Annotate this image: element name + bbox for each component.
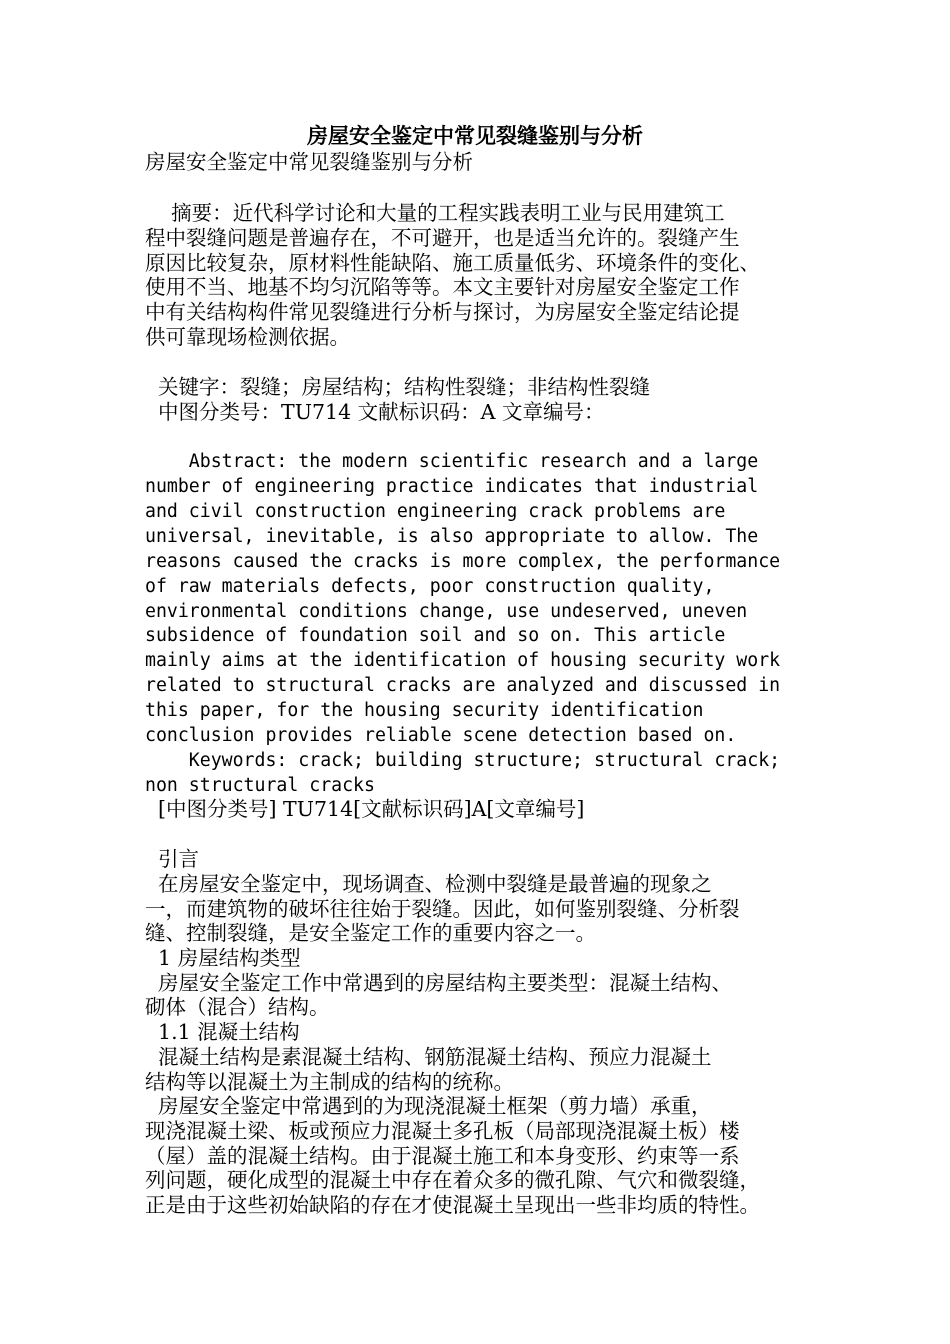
body-line: 列问题，硬化成型的混凝土中存在着众多的微孔隙、气穴和微裂缝， bbox=[145, 1168, 760, 1192]
keywords-cn: 关键字：裂缝；房屋结构；结构性裂缝；非结构性裂缝 bbox=[145, 375, 651, 399]
keywords-en-line: Keywords: crack; building structure; structural crack; bbox=[145, 750, 781, 771]
abstract-cn-line: 摘要：近代科学讨论和大量的工程实践表明工业与民用建筑工 bbox=[145, 201, 725, 225]
abstract-cn-line: 中有关结构构件常见裂缝进行分析与探讨，为房屋安全鉴定结论提 bbox=[145, 300, 740, 324]
document-title: 房屋安全鉴定中常见裂缝鉴别与分析 bbox=[307, 123, 643, 148]
document-subtitle: 房屋安全鉴定中常见裂缝鉴别与分析 bbox=[145, 150, 473, 174]
classification-cn: 中图分类号：TU714 文献标识码：A 文章编号： bbox=[145, 400, 605, 424]
abstract-en-line: environmental conditions change, use undeserved, uneven bbox=[145, 601, 748, 622]
abstract-cn-line: 供可靠现场检测依据。 bbox=[145, 325, 350, 349]
body-line: 现浇混凝土梁、板或预应力混凝土多孔板（局部现浇混凝土板）楼 bbox=[145, 1119, 740, 1143]
abstract-en-line: mainly aims at the identification of housing security work bbox=[145, 650, 781, 671]
body-line: 正是由于这些初始缺陷的存在才使混凝土呈现出一些非均质的特性。 bbox=[145, 1193, 760, 1217]
abstract-cn-line: 原因比较复杂，原材料性能缺陷、施工质量低劣、环境条件的变化、 bbox=[145, 251, 760, 275]
abstract-en-line: conclusion provides reliable scene detection based on. bbox=[145, 725, 737, 746]
abstract-en-line: related to structural cracks are analyzed and discussed in bbox=[145, 675, 781, 696]
body-line: 在房屋安全鉴定中，现场调查、检测中裂缝是最普遍的现象之 bbox=[145, 872, 712, 896]
keywords-en-line: non structural cracks bbox=[145, 775, 375, 796]
abstract-cn-line: 程中裂缝问题是普遍存在，不可避开，也是适当允许的。裂缝产生 bbox=[145, 226, 740, 250]
abstract-en-line: subsidence of foundation soil and so on. This article bbox=[145, 625, 726, 646]
body-line: （屋）盖的混凝土结构。由于混凝土施工和本身变形、约束等一系 bbox=[145, 1144, 740, 1168]
abstract-en-line: universal, inevitable, is also appropriate to allow. The bbox=[145, 526, 759, 547]
abstract-en-line: number of engineering practice indicates that industrial bbox=[145, 476, 759, 497]
abstract-cn-line: 使用不当、地基不均匀沉陷等等。本文主要针对房屋安全鉴定工作 bbox=[145, 275, 740, 299]
body-line: 房屋安全鉴定中常遇到的为现浇混凝土框架（剪力墙）承重， bbox=[145, 1094, 712, 1118]
classification-bracket: [中图分类号] TU714[文献标识码]A[文章编号] bbox=[145, 797, 585, 821]
body-line: 结构等以混凝土为主制成的结构的统称。 bbox=[145, 1070, 514, 1094]
abstract-en-line: and civil construction engineering crack problems are bbox=[145, 501, 726, 522]
abstract-en-line: reasons caused the cracks is more complex, the performance bbox=[145, 551, 781, 572]
abstract-en-line: of raw materials defects, poor construction quality, bbox=[145, 576, 715, 597]
body-line: 砌体（混合）结构。 bbox=[145, 995, 330, 1019]
abstract-en-line: Abstract: the modern scientific research and a large bbox=[145, 451, 759, 472]
section-heading-intro: 引言 bbox=[145, 847, 200, 871]
abstract-en-line: this paper, for the housing security identification bbox=[145, 700, 704, 721]
body-line: 一，而建筑物的破坏往往始于裂缝。因此，如何鉴别裂缝、分析裂 bbox=[145, 897, 740, 921]
section-heading-1-1: 1.1 混凝土结构 bbox=[145, 1020, 300, 1044]
body-line: 缝、控制裂缝，是安全鉴定工作的重要内容之一。 bbox=[145, 921, 596, 945]
section-heading-1: 1 房屋结构类型 bbox=[145, 946, 301, 970]
body-line: 混凝土结构是素混凝土结构、钢筋混凝土结构、预应力混凝土 bbox=[145, 1045, 712, 1069]
body-line: 房屋安全鉴定工作中常遇到的房屋结构主要类型：混凝土结构、 bbox=[145, 971, 733, 995]
